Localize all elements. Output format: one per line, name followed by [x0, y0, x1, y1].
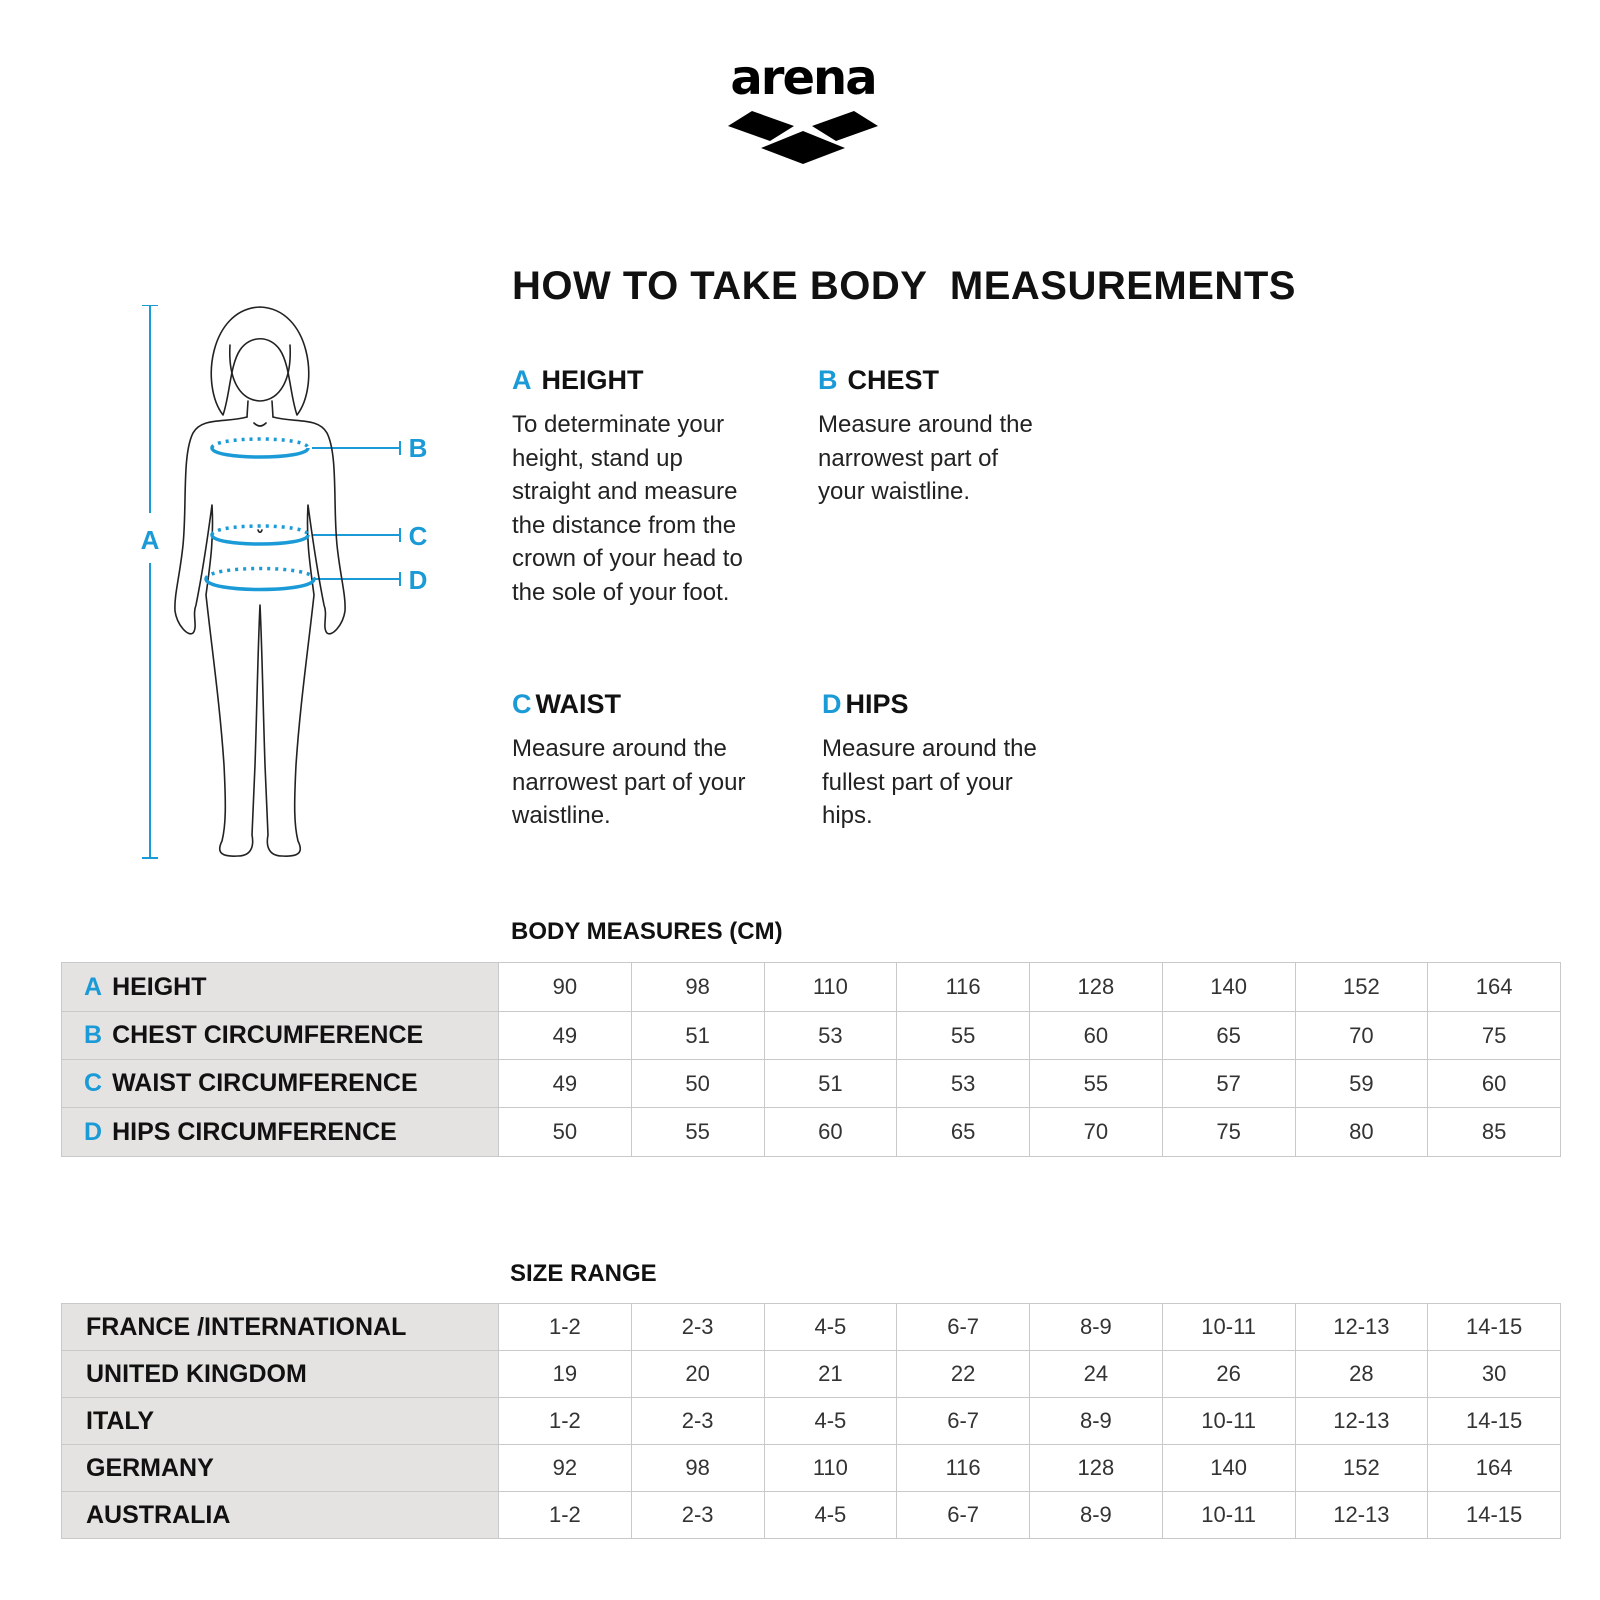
logo-diamonds-icon	[728, 110, 878, 170]
table-row	[62, 1398, 1561, 1445]
section-heading	[512, 365, 743, 396]
row-label: CHEST CIRCUMFERENCE	[112, 1021, 424, 1049]
table-cell: 60	[764, 1108, 897, 1157]
table-cell: 49	[499, 1060, 632, 1108]
table-cell: 110	[764, 963, 897, 1012]
table-cell: 60	[1428, 1060, 1561, 1108]
table-cell: 57	[1162, 1060, 1295, 1108]
table-cell: 6-7	[897, 1492, 1030, 1539]
table-cell: 14-15	[1428, 1492, 1561, 1539]
row-label: AUSTRALIA	[86, 1500, 231, 1529]
child-figure-diagram	[130, 305, 450, 885]
table-cell: 10-11	[1162, 1304, 1295, 1351]
measurement-rings	[206, 439, 314, 590]
section-label: CHEST	[847, 365, 940, 395]
table-cell: 1-2	[499, 1398, 632, 1445]
table-cell: 50	[499, 1108, 632, 1157]
row-label: UNITED KINGDOM	[86, 1359, 307, 1388]
row-label: ITALY	[86, 1406, 155, 1435]
label-c: C	[408, 521, 428, 551]
row-header	[62, 963, 499, 1012]
logo-wordmark: arena	[730, 50, 876, 106]
row-header	[62, 1304, 499, 1351]
table-cell: 51	[764, 1060, 897, 1108]
row-letter: C	[84, 1069, 103, 1097]
table-cell: 98	[631, 963, 764, 1012]
section-heading	[822, 689, 1037, 720]
size-range-title: SIZE RANGE	[510, 1260, 657, 1287]
table-cell: 80	[1295, 1108, 1428, 1157]
table-cell: 4-5	[764, 1492, 897, 1539]
table-cell: 21	[764, 1351, 897, 1398]
table-cell: 75	[1162, 1108, 1295, 1157]
section-text: Measure around the narrowest part of your waistline.	[818, 411, 1033, 505]
section-waist	[512, 689, 745, 833]
table-cell: 12-13	[1295, 1492, 1428, 1539]
table-cell: 65	[897, 1108, 1030, 1157]
row-header	[62, 1060, 499, 1108]
chest-ring	[212, 448, 308, 457]
section-letter: B	[818, 365, 838, 395]
row-label: FRANCE /INTERNATIONAL	[86, 1312, 407, 1341]
row-header	[62, 1492, 499, 1539]
section-heading	[512, 689, 745, 720]
table-cell: 65	[1162, 1012, 1295, 1060]
table-cell: 164	[1428, 963, 1561, 1012]
table-row	[62, 1445, 1561, 1492]
table-cell: 30	[1428, 1351, 1561, 1398]
table-cell: 14-15	[1428, 1304, 1561, 1351]
table-cell: 128	[1030, 1445, 1163, 1492]
waist-ring	[212, 535, 308, 544]
table-cell: 128	[1030, 963, 1163, 1012]
table-row	[62, 1351, 1561, 1398]
table-cell: 1-2	[499, 1492, 632, 1539]
table-row	[62, 1108, 1561, 1157]
table-cell: 75	[1428, 1012, 1561, 1060]
table-cell: 50	[631, 1060, 764, 1108]
row-label: GERMANY	[86, 1453, 214, 1482]
table-cell: 164	[1428, 1445, 1561, 1492]
section-hips	[822, 689, 1037, 833]
section-label: HEIGHT	[541, 365, 644, 395]
table-cell: 12-13	[1295, 1398, 1428, 1445]
hips-ring	[206, 579, 314, 590]
table-row	[62, 1492, 1561, 1539]
table-cell: 55	[1030, 1060, 1163, 1108]
table-cell: 4-5	[764, 1398, 897, 1445]
table-cell: 24	[1030, 1351, 1163, 1398]
table-cell: 116	[897, 1445, 1030, 1492]
table-cell: 26	[1162, 1351, 1295, 1398]
section-heading	[818, 365, 1033, 396]
row-letter: A	[84, 972, 103, 1001]
arena-logo	[728, 52, 878, 170]
table-row	[62, 963, 1561, 1012]
body-measures-title: BODY MEASURES (CM)	[511, 918, 783, 945]
table-cell: 110	[764, 1445, 897, 1492]
section-text: To determinate your height, stand up straight and measure the distance from the crown of your head to the sole of your foot.	[512, 411, 743, 606]
table-cell: 53	[764, 1012, 897, 1060]
table-cell: 152	[1295, 1445, 1428, 1492]
row-letter: B	[84, 1021, 103, 1049]
table-cell: 8-9	[1030, 1398, 1163, 1445]
table-cell: 28	[1295, 1351, 1428, 1398]
row-label: HIPS CIRCUMFERENCE	[112, 1117, 397, 1146]
section-letter: C	[512, 689, 532, 719]
table-cell: 70	[1030, 1108, 1163, 1157]
table-cell: 60	[1030, 1012, 1163, 1060]
table-cell: 2-3	[631, 1304, 764, 1351]
table-cell: 152	[1295, 963, 1428, 1012]
table-cell: 98	[631, 1445, 764, 1492]
table-cell: 140	[1162, 963, 1295, 1012]
size-range-table	[61, 1303, 1561, 1539]
row-header	[62, 1012, 499, 1060]
table-cell: 70	[1295, 1012, 1428, 1060]
section-height	[512, 365, 743, 609]
table-row	[62, 1060, 1561, 1108]
section-letter: A	[512, 365, 532, 395]
table-row	[62, 1012, 1561, 1060]
section-text: Measure around the narrowest part of your waistline.	[512, 735, 746, 829]
row-header	[62, 1398, 499, 1445]
row-header	[62, 1445, 499, 1492]
section-label: WAIST	[535, 689, 621, 719]
table-cell: 85	[1428, 1108, 1561, 1157]
table-cell: 92	[499, 1445, 632, 1492]
page-title: HOW TO TAKE BODY MEASUREMENTS	[512, 264, 1296, 308]
row-letter: D	[84, 1117, 103, 1146]
table-cell: 2-3	[631, 1492, 764, 1539]
row-header	[62, 1351, 499, 1398]
row-label: WAIST CIRCUMFERENCE	[112, 1069, 418, 1097]
section-text: Measure around the fullest part of your hips.	[822, 735, 1037, 829]
table-cell: 6-7	[897, 1398, 1030, 1445]
table-cell: 116	[897, 963, 1030, 1012]
table-cell: 53	[897, 1060, 1030, 1108]
table-cell: 8-9	[1030, 1304, 1163, 1351]
table-cell: 51	[631, 1012, 764, 1060]
table-cell: 6-7	[897, 1304, 1030, 1351]
section-chest	[818, 365, 1033, 509]
table-cell: 20	[631, 1351, 764, 1398]
table-row	[62, 1304, 1561, 1351]
table-cell: 19	[499, 1351, 632, 1398]
table-cell: 90	[499, 963, 632, 1012]
table-cell: 1-2	[499, 1304, 632, 1351]
table-cell: 49	[499, 1012, 632, 1060]
table-cell: 12-13	[1295, 1304, 1428, 1351]
section-letter: D	[822, 689, 842, 719]
table-cell: 10-11	[1162, 1398, 1295, 1445]
table-cell: 22	[897, 1351, 1030, 1398]
table-cell: 55	[897, 1012, 1030, 1060]
table-cell: 140	[1162, 1445, 1295, 1492]
body-measures-table	[61, 962, 1561, 1157]
table-cell: 10-11	[1162, 1492, 1295, 1539]
table-cell: 4-5	[764, 1304, 897, 1351]
table-cell: 14-15	[1428, 1398, 1561, 1445]
label-b: B	[408, 433, 428, 463]
section-label: HIPS	[845, 689, 909, 719]
table-cell: 2-3	[631, 1398, 764, 1445]
label-a: A	[140, 525, 160, 555]
figure-outline	[175, 307, 345, 856]
row-label: HEIGHT	[112, 972, 207, 1001]
table-cell: 59	[1295, 1060, 1428, 1108]
row-header	[62, 1108, 499, 1157]
table-cell: 55	[631, 1108, 764, 1157]
label-d: D	[408, 565, 428, 595]
table-cell: 8-9	[1030, 1492, 1163, 1539]
